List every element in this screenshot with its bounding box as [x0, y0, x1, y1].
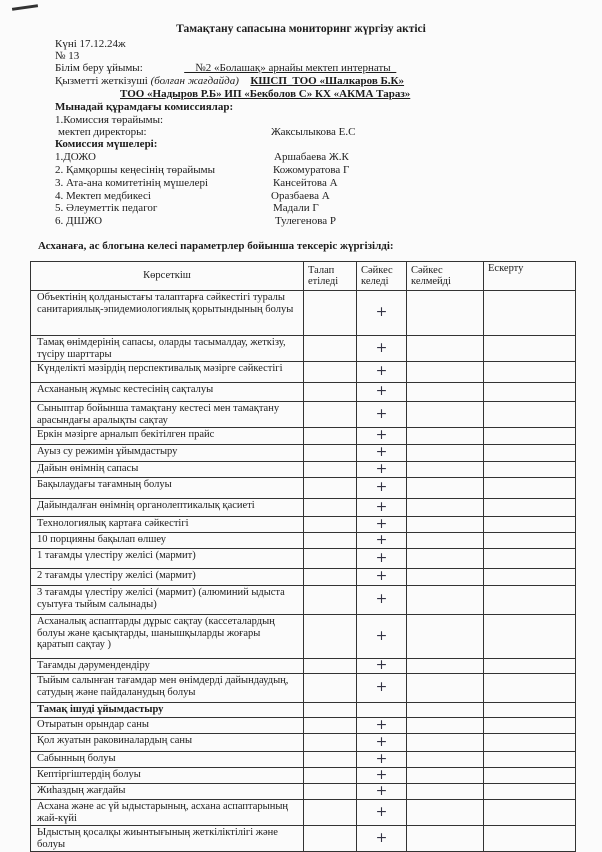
required-cell [304, 428, 357, 445]
compliant-mark: + [357, 586, 407, 615]
organization-line [55, 62, 396, 74]
member-role: 5. Әлеуметтік педагог [55, 202, 158, 214]
remark-cell [484, 428, 576, 445]
member-name: Кансейтова А [273, 177, 338, 189]
noncompliant-cell [407, 734, 484, 752]
required-cell [304, 462, 357, 478]
indicator-cell: Тамақ өнімдерінің сапасы, оларды тасымалдау, жеткізу, түсіру шарттары [31, 336, 304, 362]
chair-heading: 1.Комиссия төрайымы: [55, 114, 164, 126]
header-noncompliant: Сәйкес келмейді [407, 262, 484, 291]
table-row [31, 336, 576, 362]
remark-cell [484, 718, 576, 734]
header-required: Талап етіледі [304, 262, 357, 291]
remark-cell [484, 674, 576, 703]
compliant-mark: + [357, 462, 407, 478]
compliant-mark: + [357, 659, 407, 674]
compliant-mark: + [357, 615, 407, 659]
table-row [31, 703, 576, 718]
remark-cell [484, 499, 576, 517]
noncompliant-cell [407, 586, 484, 615]
remark-cell [484, 291, 576, 336]
remark-cell [484, 478, 576, 499]
compliant-mark: + [357, 784, 407, 800]
table-row [31, 383, 576, 402]
compliant-mark: + [357, 718, 407, 734]
indicator-cell: Сабынның болуы [31, 752, 304, 768]
scan-mark [12, 4, 38, 11]
required-cell [304, 499, 357, 517]
noncompliant-cell [407, 768, 484, 784]
required-cell [304, 734, 357, 752]
indicator-cell: 3 тағамды үлестіру желісі (мармит) (алюминий ыдыста суытуға тыйым салынады) [31, 586, 304, 615]
remark-cell [484, 445, 576, 462]
required-cell [304, 674, 357, 703]
indicator-cell: Тыйым салынған тағамдар мен өнімдерді дайындаудың, сатудың және пайдаланудың болуы [31, 674, 304, 703]
indicator-cell: Кептіргіштердің болуы [31, 768, 304, 784]
noncompliant-cell [407, 383, 484, 402]
required-cell [304, 336, 357, 362]
compliant-mark: + [357, 402, 407, 428]
table-row [31, 752, 576, 768]
table-row [31, 462, 576, 478]
table-row [31, 428, 576, 445]
required-cell [304, 549, 357, 569]
noncompliant-cell [407, 674, 484, 703]
remark-cell [484, 826, 576, 852]
commission-heading: Мынадай құрамдағы комиссиялар: [55, 101, 234, 113]
compliant-mark: + [357, 549, 407, 569]
required-cell [304, 826, 357, 852]
compliant-mark: + [357, 478, 407, 499]
noncompliant-cell [407, 549, 484, 569]
table-row [31, 291, 576, 336]
noncompliant-cell [407, 703, 484, 718]
noncompliant-cell [407, 569, 484, 586]
noncompliant-cell [407, 752, 484, 768]
noncompliant-cell [407, 291, 484, 336]
header-indicator: Көрсеткіш [31, 262, 304, 291]
remark-cell [484, 703, 576, 718]
compliant-mark: + [357, 336, 407, 362]
remark-cell [484, 362, 576, 383]
indicator-cell: Асхана және ас үй ыдыстарының, асхана аспаптарының жай-күйі [31, 800, 304, 826]
noncompliant-cell [407, 499, 484, 517]
member-role: 4. Мектеп медбикесі [55, 190, 151, 202]
member-name: Аршабаева Ж.К [274, 151, 349, 163]
noncompliant-cell [407, 659, 484, 674]
noncompliant-cell [407, 445, 484, 462]
inspection-table [30, 261, 576, 852]
table-row [31, 549, 576, 569]
indicator-cell: Сыныптар бойынша тамақтану кестесі мен тамақтану арасындағы аралықты сақтау [31, 402, 304, 428]
noncompliant-cell [407, 784, 484, 800]
noncompliant-cell [407, 800, 484, 826]
required-cell [304, 383, 357, 402]
compliant-mark: + [357, 768, 407, 784]
compliant-mark: + [357, 569, 407, 586]
noncompliant-cell [407, 336, 484, 362]
required-cell [304, 533, 357, 549]
indicator-cell: Отыратын орындар саны [31, 718, 304, 734]
compliant-mark: + [357, 734, 407, 752]
compliant-mark: + [357, 826, 407, 852]
table-row [31, 499, 576, 517]
required-cell [304, 784, 357, 800]
member-name: Кожомуратова Г [273, 164, 350, 176]
remark-cell [484, 615, 576, 659]
required-cell [304, 362, 357, 383]
indicator-cell: 10 порцияны бақылап өлшеу [31, 533, 304, 549]
document-title: Тамақтану сапасына мониторинг жүргізу актісі [176, 23, 426, 35]
remark-cell [484, 734, 576, 752]
organization-label: Білім беру ұйымы: [55, 62, 143, 74]
indicator-cell: Дайын өнімнің сапасы [31, 462, 304, 478]
compliant-mark [357, 703, 407, 718]
noncompliant-cell [407, 428, 484, 445]
indicator-cell: 1 тағамды үлестіру желісі (мармит) [31, 549, 304, 569]
compliant-mark: + [357, 674, 407, 703]
indicator-cell: Еркін мәзірге арналып бекітілген прайс [31, 428, 304, 445]
member-role: 1.ДОЖО [55, 151, 96, 163]
remark-cell [484, 402, 576, 428]
member-role: 3. Ата-ана комитетінің мүшелері [55, 177, 209, 189]
compliant-mark: + [357, 445, 407, 462]
indicator-cell: Тамақ ішуді ұйымдастыру [31, 703, 304, 718]
required-cell [304, 569, 357, 586]
member-name: Оразбаева А [271, 190, 330, 202]
remark-cell [484, 533, 576, 549]
indicator-cell: Тағамды дәрумендендіру [31, 659, 304, 674]
noncompliant-cell [407, 478, 484, 499]
noncompliant-cell [407, 826, 484, 852]
table-row [31, 402, 576, 428]
table-row [31, 659, 576, 674]
inspection-heading: Асханаға, ас блогына келесі параметрлер бойынша тексеріс жүргізілді: [38, 240, 394, 252]
required-cell [304, 586, 357, 615]
indicator-cell: Қол жуатын раковиналардың саны [31, 734, 304, 752]
compliant-mark: + [357, 517, 407, 533]
indicator-cell: Асханалық аспаптарды дұрыс сақтау (кассеталардың болуы және қасықтарды, шанышқыларды жоғары қаратып сақтау ) [31, 615, 304, 659]
member-name: Мадали Г [273, 202, 319, 214]
required-cell [304, 445, 357, 462]
noncompliant-cell [407, 462, 484, 478]
required-cell [304, 718, 357, 734]
table-row [31, 800, 576, 826]
remark-cell [484, 659, 576, 674]
table-row [31, 586, 576, 615]
table-row [31, 826, 576, 852]
required-cell [304, 659, 357, 674]
remark-cell [484, 800, 576, 826]
act-date: Күні 17.12.24ж [55, 38, 126, 50]
compliant-mark: + [357, 383, 407, 402]
compliant-mark: + [357, 362, 407, 383]
required-cell [304, 703, 357, 718]
organization-value: __№2 «Болашақ» арнайы мектеп интернаты_ [184, 62, 397, 74]
compliant-mark: + [357, 533, 407, 549]
table-row [31, 478, 576, 499]
noncompliant-cell [407, 517, 484, 533]
compliant-mark: + [357, 428, 407, 445]
compliant-mark: + [357, 800, 407, 826]
members-heading: Комиссия мүшелері: [55, 138, 158, 150]
table-row [31, 615, 576, 659]
noncompliant-cell [407, 362, 484, 383]
indicator-cell: Асхананың жұмыс кестесінің сақталуы [31, 383, 304, 402]
table-row [31, 718, 576, 734]
required-cell [304, 752, 357, 768]
noncompliant-cell [407, 533, 484, 549]
remark-cell [484, 462, 576, 478]
table-row [31, 674, 576, 703]
indicator-cell: Бақылаудағы тағамның болуы [31, 478, 304, 499]
director-name: Жаксылыкова Е.С [271, 126, 356, 138]
act-number: № 13 [55, 50, 80, 62]
table-row [31, 569, 576, 586]
indicator-cell: Дайындалған өнімнің органолептикалық қасиеті [31, 499, 304, 517]
supplier-value-2: ТОО «Надыров Р.Б» ИП «Бекболов С» КХ «АКМА Тараз» [120, 88, 411, 100]
indicator-cell: Ыдыстың қосалқы жиынтығының жеткіліктілігі және болуы [31, 826, 304, 852]
indicator-cell: Технологиялық картаға сәйкестігі [31, 517, 304, 533]
remark-cell [484, 336, 576, 362]
table-row [31, 784, 576, 800]
compliant-mark: + [357, 291, 407, 336]
remark-cell [484, 768, 576, 784]
required-cell [304, 402, 357, 428]
supplier-label: Қызметті жеткізуші [55, 75, 148, 87]
remark-cell [484, 383, 576, 402]
required-cell [304, 517, 357, 533]
member-role: 6. ДШЖО [55, 215, 103, 227]
table-row [31, 362, 576, 383]
required-cell [304, 615, 357, 659]
compliant-mark: + [357, 499, 407, 517]
member-role: 2. Қамқоршы кеңесінің төрайымы [55, 164, 215, 176]
remark-cell [484, 752, 576, 768]
table-row [31, 445, 576, 462]
remark-cell [484, 586, 576, 615]
indicator-cell: Объектінің қолданыстағы талаптарға сәйкестігі туралы санитариялық-эпидемиологиялық қорытындының болуы [31, 291, 304, 336]
table-row [31, 533, 576, 549]
remark-cell [484, 517, 576, 533]
indicator-cell: 2 тағамды үлестіру желісі (мармит) [31, 569, 304, 586]
indicator-cell: Ауыз су режимін ұйымдастыру [31, 445, 304, 462]
member-name: Тулегенова Р [275, 215, 336, 227]
indicator-cell: Жиһаздың жағдайы [31, 784, 304, 800]
noncompliant-cell [407, 615, 484, 659]
noncompliant-cell [407, 402, 484, 428]
header-compliant: Сәйкес келеді [357, 262, 407, 291]
remark-cell [484, 784, 576, 800]
compliant-mark: + [357, 752, 407, 768]
remark-cell [484, 549, 576, 569]
supplier-note: (болған жағдайда) [150, 75, 239, 87]
table-row [31, 768, 576, 784]
required-cell [304, 291, 357, 336]
table-row [31, 517, 576, 533]
remark-cell [484, 569, 576, 586]
table-row [31, 734, 576, 752]
required-cell [304, 478, 357, 499]
supplier-value-1: КШСП_ТОО «Шалкаров Б.К» [250, 75, 405, 87]
required-cell [304, 800, 357, 826]
director-label: мектеп директоры: [58, 126, 147, 138]
required-cell [304, 768, 357, 784]
header-remark: Ескерту [484, 262, 576, 291]
indicator-cell: Күнделікті мәзірдің перспективалық мәзірге сәйкестігі [31, 362, 304, 383]
supplier-line [55, 75, 404, 87]
noncompliant-cell [407, 718, 484, 734]
